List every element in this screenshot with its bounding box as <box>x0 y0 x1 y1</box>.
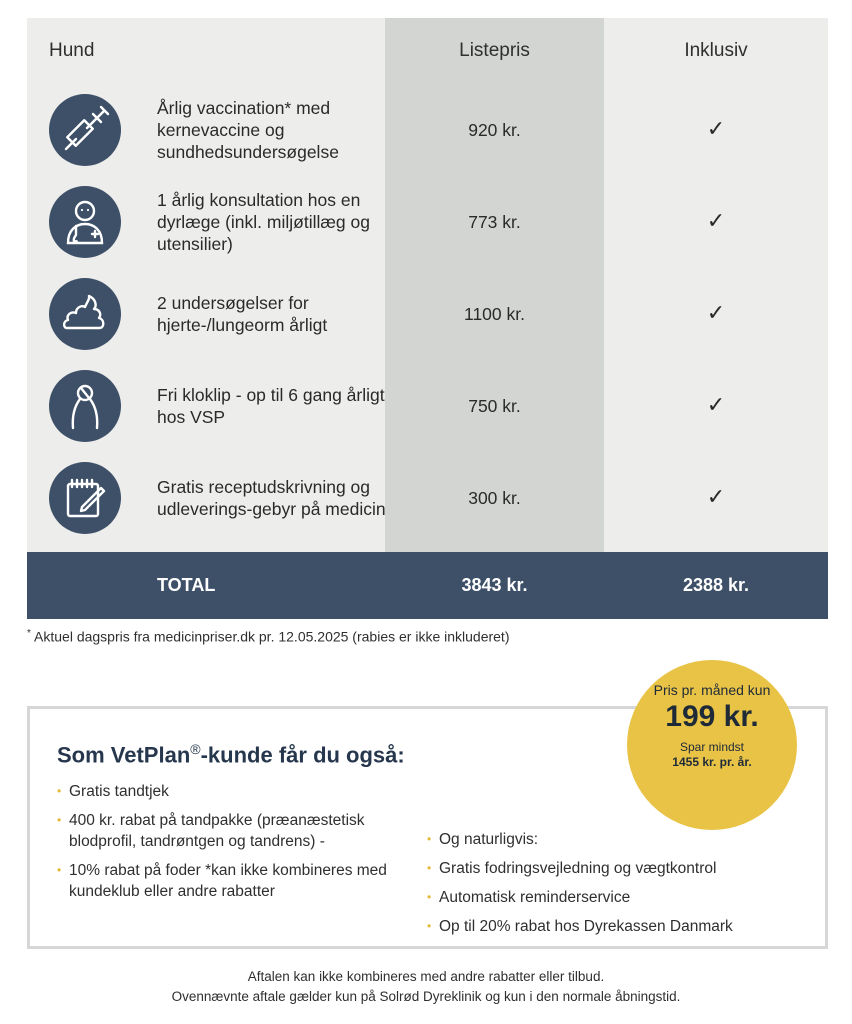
header-listepris: Listepris <box>459 40 530 61</box>
table-row <box>27 176 828 268</box>
row-list-price: 773 kr. <box>468 212 521 232</box>
monthly-price-badge <box>627 660 797 830</box>
checkmark-icon: ✓ <box>706 209 726 234</box>
list-item: • Op til 20% rabat hos Dyrekassen Danmark <box>427 916 807 937</box>
registered-mark: ® <box>190 741 201 757</box>
prescription-notepad-icon <box>49 462 121 534</box>
badge-caption: Pris pr. måned kun <box>653 682 771 698</box>
total-row <box>27 552 828 619</box>
total-inclusive-price: 2388 kr. <box>682 575 750 595</box>
row-list-price: 750 kr. <box>468 396 521 416</box>
badge-price: 199 kr. <box>665 700 759 733</box>
stool-sample-icon <box>49 278 121 350</box>
row-description: Årlig vaccination* med kernevaccine og sundhedsundersøgelse <box>157 98 339 162</box>
checkmark-icon: ✓ <box>706 301 726 326</box>
total-list-price: 3843 kr. <box>461 575 528 595</box>
table-header-row <box>27 18 828 84</box>
table-body <box>27 84 828 552</box>
syringe-icon <box>49 94 121 166</box>
row-list-price: 300 kr. <box>468 488 521 508</box>
table-row <box>27 360 828 452</box>
header-hund: Hund <box>49 40 95 61</box>
row-list-price: 920 kr. <box>468 120 521 140</box>
total-label: TOTAL <box>157 575 216 595</box>
table-row <box>27 452 828 544</box>
footnote <box>27 628 509 645</box>
footnote-text: Aktuel dagspris fra medicinpriser.dk pr. 12.05.2025 (rabies er ikke inkluderet) <box>30 628 510 645</box>
list-item: • 10% rabat på foder *kan ikke kombineres med kundeklub eller andre rabatter <box>57 860 407 902</box>
checkmark-icon: ✓ <box>706 393 726 418</box>
list-item: • Automatisk reminderservice <box>427 887 807 908</box>
row-description: 1 årlig konsultation hos en dyrlæge (inkl. miljøtillæg og utensilier) <box>157 190 370 254</box>
header-inklusiv: Inklusiv <box>684 40 748 61</box>
benefits-list-right <box>427 829 807 945</box>
list-item: • Gratis tandtjek <box>57 781 407 802</box>
veterinarian-icon <box>49 186 121 258</box>
footnote-mark: * <box>27 628 31 639</box>
row-description: Fri kloklip - op til 6 gang årligt hos VSP <box>157 385 385 427</box>
price-table <box>27 18 828 619</box>
badge-savings-amount: 1455 kr. pr. år. <box>672 755 752 769</box>
badge-savings-caption: Spar mindst <box>679 740 745 754</box>
disclaimer-line: Aftalen kan ikke kombineres med andre rabatter eller tilbud. <box>247 969 605 984</box>
table-row <box>27 84 828 176</box>
list-item: • 400 kr. rabat på tandpakke (præanæstetisk blodprofil, tandrøntgen og tandrens) - <box>57 810 407 852</box>
row-list-price: 1100 kr. <box>464 304 525 324</box>
disclaimer <box>0 967 852 1007</box>
list-item: • Gratis fodringsvejledning og vægtkontrol <box>427 858 807 879</box>
benefits-title: Som VetPlan®-kunde får du også: <box>57 741 405 768</box>
row-description: 2 undersøgelser for hjerte-/lungeorm årligt <box>157 293 328 335</box>
checkmark-icon: ✓ <box>706 485 726 510</box>
disclaimer-line: Ovennævnte aftale gælder kun på Solrød Dyreklinik og kun i den normale åbningstid. <box>171 989 681 1004</box>
row-description: Gratis receptudskrivning og udleverings-gebyr på medicin <box>157 477 386 519</box>
benefits-list-left <box>57 781 407 910</box>
list-item: • Og naturligvis: <box>427 829 807 850</box>
nail-clipper-icon <box>49 370 121 442</box>
checkmark-icon: ✓ <box>706 117 726 142</box>
table-row <box>27 268 828 360</box>
